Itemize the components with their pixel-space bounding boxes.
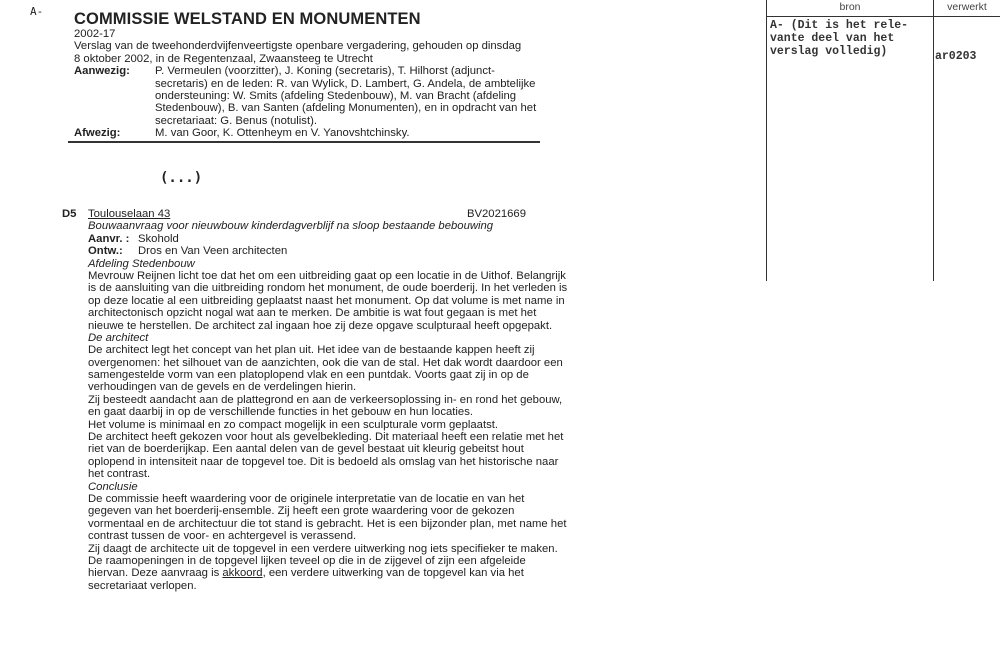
bron-note: A- (Dit is het rele- vante deel van het verslag volledig) [770,19,909,58]
margin-mark: A- [30,5,44,18]
body-line: nieuwe te herstellen. De architect zal ingaan hoe zij deze opgave sculpturaal heeft opgepakt. [88,319,553,332]
body-line: De raamopeningen in de topgevel lijken teveel op die in de zijgevel of zijn een afgeleide [88,554,526,567]
body-line: op deze locatie al een uitbreiding geplaatst naast het monument. Op dat volume is met name in [88,294,565,307]
present-line: P. Vermeulen (voorzitter), J. Koning (secretaris), T. Hilhorst (adjunct- [155,65,495,78]
decision: akkoord [222,567,263,580]
present-line: secretaris) en de leden: R. van Wylick, D. Lambert, G. Andela, de ambtelijke [155,77,536,90]
body-line: samengestelde vorm van een platoplopend vlak en een puntdak. Voorts gaat zij in op de [88,369,529,382]
applicant-label: Aanvr. : [88,232,130,245]
item-reference: BV2021669 [466,208,526,220]
report-number: 2002-17 [74,28,116,40]
body-line: Zij daagt de architecte uit de topgevel in een verdere uitwerking nog iets specifieker te maken. [88,542,558,555]
column-header-bron: bron [839,1,861,13]
designer: Dros en Van Veen architecten [138,245,288,258]
item-code: D5 [62,208,77,220]
body-line: gegeven van het boerderij-ensemble. Zij heeft een grote waardering voor de gekozen [88,505,515,518]
agenda-item [88,208,568,592]
item-sections [88,257,568,568]
body-line: en gaat daarbij in op de verschillende functies in het gebouw en hun locaties. [88,406,473,419]
item-subject: Bouwaanvraag voor nieuwbouw kinderdagverblijf na sloop bestaande bebouwing [88,220,494,233]
column-header-verwerkt: verwerkt [947,1,987,13]
absent-label: Afwezig: [74,127,121,140]
table-header-line [766,16,1000,17]
present-line: secretariaat: G. Benus (notulist). [155,114,317,127]
table-divider [933,0,934,281]
section-heading: Afdeling Stedenbouw [88,257,195,270]
applicant: Skohold [138,232,179,245]
final-line [88,567,526,579]
body-line: het contrast. [88,468,151,481]
verwerkt-code: ar0203 [935,50,977,63]
present-line: Stedenbouw), B. van Santen (afdeling Monumenten), en in opdracht van het [155,102,537,115]
body-line: oplopend in intensiteit naar de topgevel toe. Dit is bedoeld als omslag van het historische naar [88,455,559,468]
item-address: Toulouselaan 43 [88,208,171,220]
body-line: is de aansluiting van die uitbreiding rondom het monument, de oude boerderij. In het verleden is [88,282,568,295]
final-line: secretariaat verlopen. [88,579,197,592]
document-title: COMMISSIE WELSTAND EN MONUMENTEN [74,10,421,28]
text-fragment: hiervan. Deze aanvraag is [88,567,223,580]
body-line: De architect heeft gekozen voor hout als gevelbekleding. Dit materiaal heeft een relatie met het [88,431,564,444]
present-label: Aanwezig: [74,65,130,78]
body-line: De architect legt het concept van het plan uit. Het idee van de bestaande kappen heeft zij [88,344,535,357]
intro-line: 8 oktober 2002, in de Regentenzaal, Zwaansteeg te Utrecht [74,52,373,65]
body-line: vormentaal en de architectuur die tot stand is gebracht. Het is een bijzonder plan, met name het [88,517,567,530]
intro-line: Verslag van de tweehonderdvijfenveertigste openbare vergadering, gehouden op dinsdag [74,40,522,53]
absent-value: M. van Goor, K. Ottenheym en V. Yanovshtchinsky. [155,127,410,140]
section-heading: Conclusie [88,480,138,493]
body-line: Het volume is minimaal en zo compact mogelijk in een sculpturale vorm geplaatst. [88,418,499,431]
body-line: Zij besteedt aandacht aan de plattegrond en aan de verkeersoplossing in- en rond het gebouw, [88,393,563,406]
meeting-header [74,28,536,140]
body-line: architectonisch opzicht nogal wat aan te merken. De ambitie is wat fout gegaan is met het [88,307,537,320]
header-divider [68,141,540,143]
body-line: Mevrouw Reijnen licht toe dat het om een uitbreiding gaat op een locatie in de Uithof. Belangrijk [88,269,566,282]
body-line: De commissie heeft waardering voor de originele interpretatie van de locatie en van het [88,492,525,505]
body-line: contrast tussen de voor- en achtergevel is verassend. [88,530,357,543]
body-line: overgenomen: het silhouet van de aanzichten, ook die van de stal. Het dak wordt daardoor een [88,356,563,369]
designer-label: Ontw.: [88,245,123,258]
body-line: riet van de boerderijkap. Een aantal delen van de gevel bestaat uit kleurig gebeitst hout [88,443,524,456]
omission-marker: (...) [160,170,203,186]
present-line: ondersteuning: W. Smits (afdeling Stedenbouw), M. van Bracht (afdeling [155,90,517,103]
body-line: verhoudingen van de gevels en de verdelingen hierin. [88,381,357,394]
text-fragment: , een verdere uitwerking van de topgevel kan via het [262,567,524,580]
section-heading: De architect [88,331,149,344]
table-border [766,0,767,281]
